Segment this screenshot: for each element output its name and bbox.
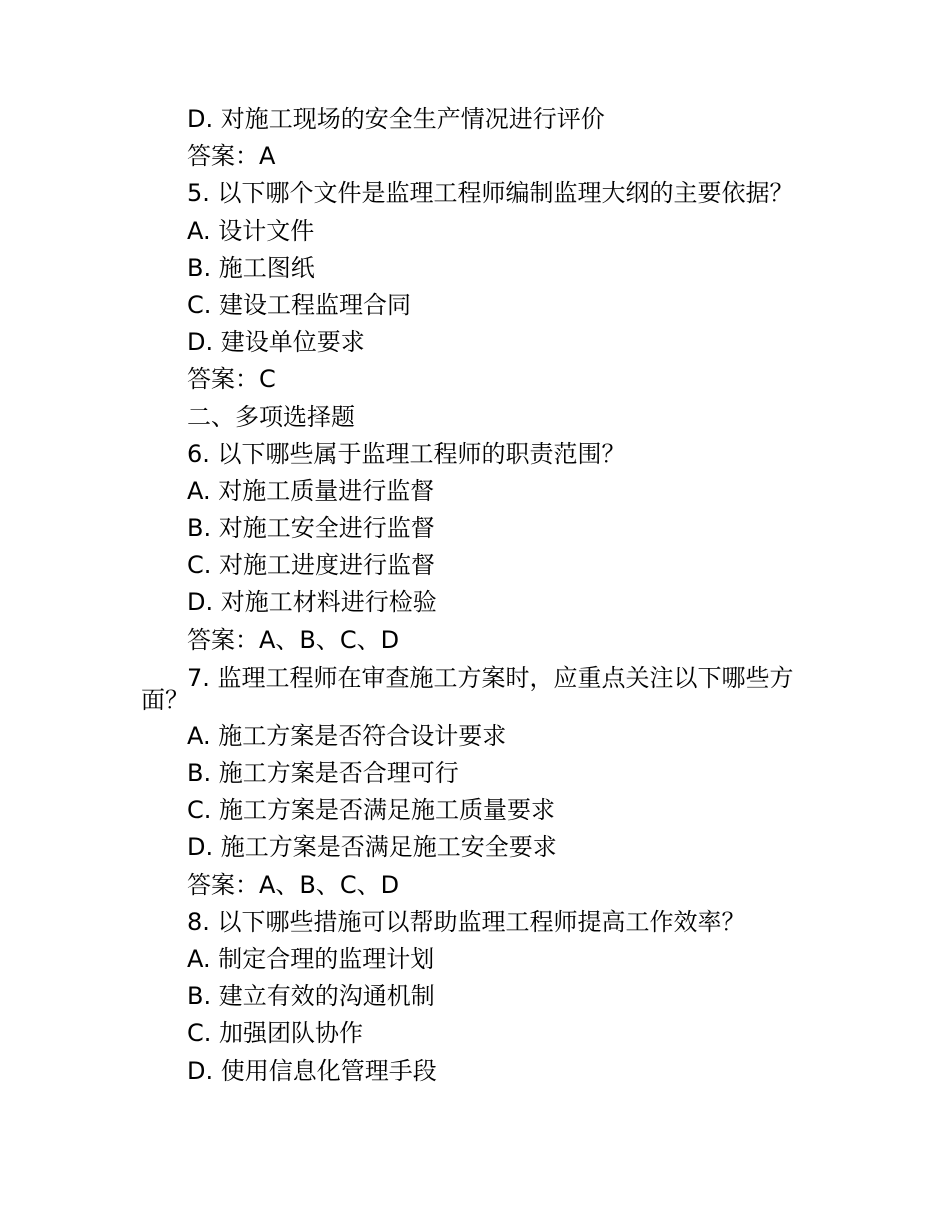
- option-line: A. 设计文件: [187, 216, 315, 245]
- option-line: B. 建立有效的沟通机制: [187, 982, 435, 1011]
- option-line: C. 建设工程监理合同: [187, 290, 412, 319]
- section-heading: 二、多项选择题: [187, 402, 355, 431]
- option-line: B. 施工图纸: [187, 253, 315, 282]
- option-line: D. 对施工材料进行检验: [187, 588, 437, 617]
- option-line: A. 施工方案是否符合设计要求: [187, 721, 507, 750]
- option-line: D. 施工方案是否满足施工安全要求: [187, 833, 557, 862]
- option-line: A. 制定合理的监理计划: [187, 944, 435, 973]
- document-body: [141, 101, 821, 1090]
- option-line: D. 对施工现场的安全生产情况进行评价: [187, 105, 605, 133]
- question-line: 6. 以下哪些属于监理工程师的职责范围？: [187, 439, 626, 468]
- question-line-part1: 7. 监理工程师在审查施工方案时，应重点关注以下哪些方: [187, 663, 794, 692]
- question-line-part2: 面？: [141, 685, 189, 714]
- option-line: B. 对施工安全进行监督: [187, 514, 435, 543]
- option-line: C. 对施工进度进行监督: [187, 551, 436, 580]
- question-line: 5. 以下哪个文件是监理工程师编制监理大纲的主要依据？: [187, 179, 794, 208]
- option-line: A. 对施工质量进行监督: [187, 476, 435, 505]
- question-line-wrapped: [141, 663, 821, 714]
- answer-line: 答案：A、B、C、D: [187, 870, 400, 899]
- option-line: D. 建设单位要求: [187, 328, 365, 357]
- option-line: C. 施工方案是否满足施工质量要求: [187, 796, 556, 825]
- option-line: C. 加强团队协作: [187, 1019, 364, 1048]
- option-line: B. 施工方案是否合理可行: [187, 759, 459, 787]
- answer-line: 答案：C: [187, 365, 276, 394]
- option-line: D. 使用信息化管理手段: [187, 1056, 437, 1085]
- answer-line: 答案：A、B、C、D: [187, 625, 400, 654]
- question-line: 8. 以下哪些措施可以帮助监理工程师提高工作效率？: [187, 907, 746, 936]
- answer-line: 答案：A: [187, 142, 276, 171]
